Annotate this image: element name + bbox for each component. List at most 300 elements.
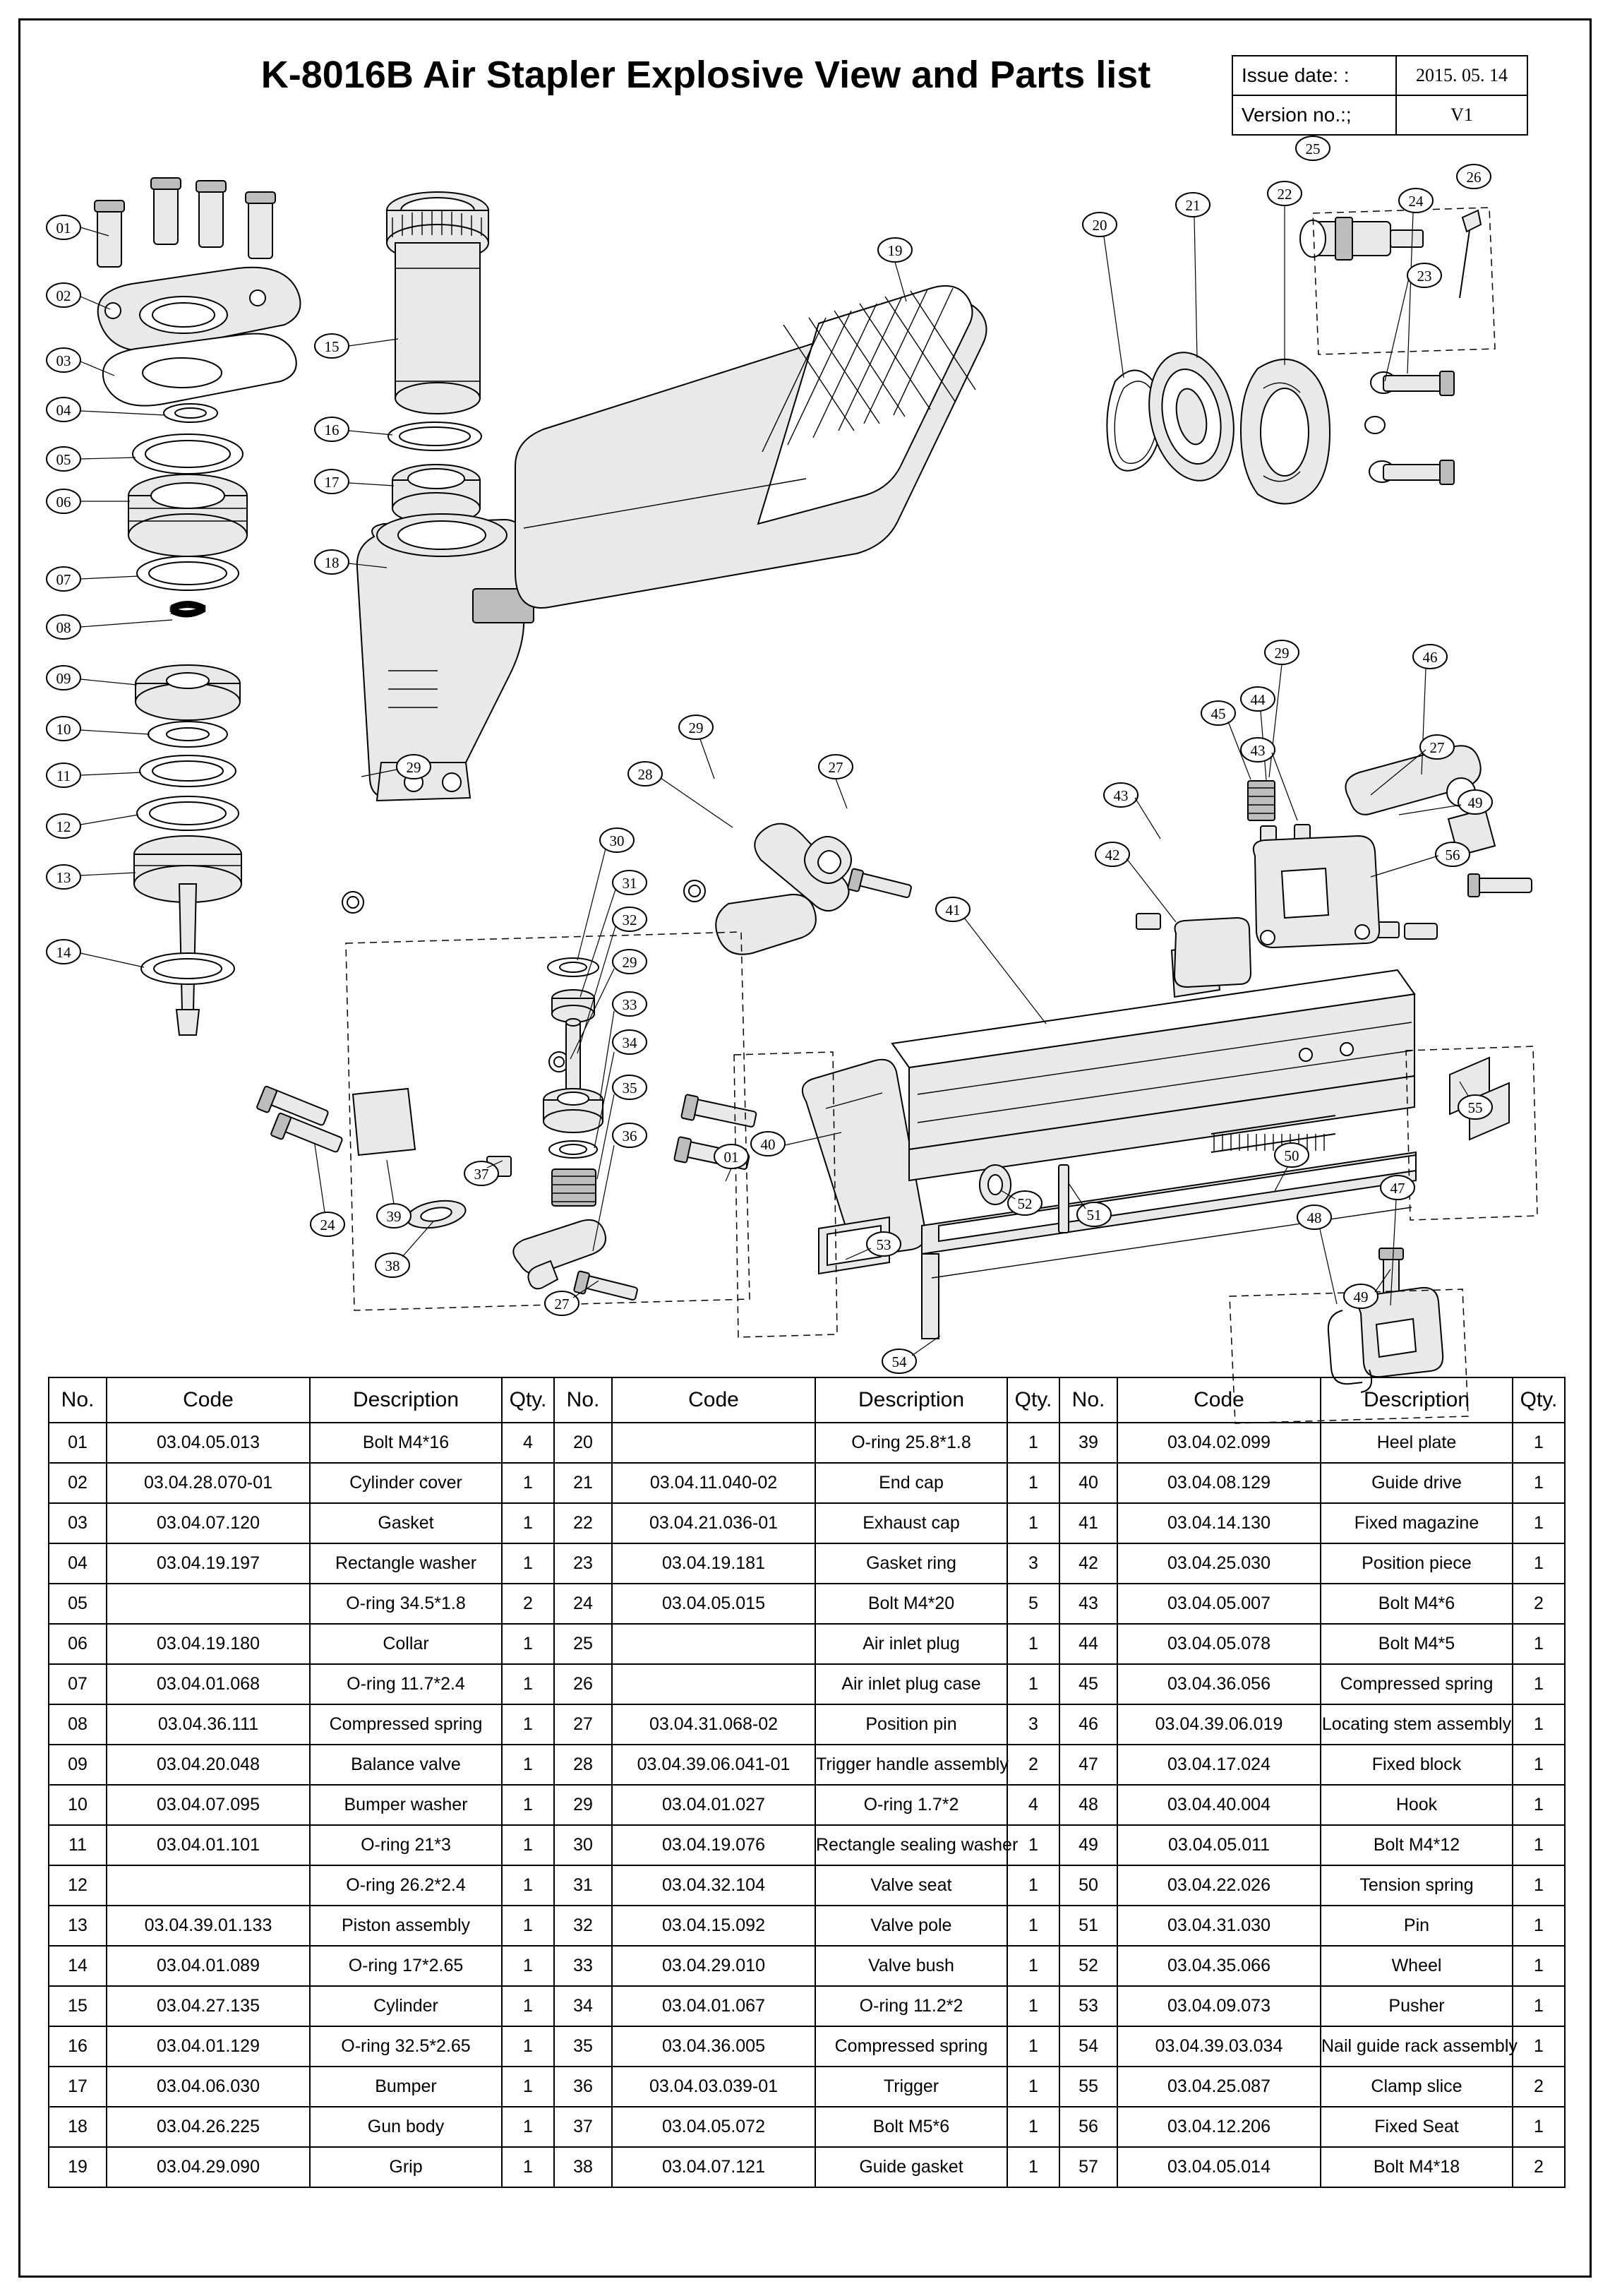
part-14-o-ring	[141, 953, 234, 984]
part-09-balance-valve	[136, 665, 240, 720]
cell-qty: 1	[502, 1865, 554, 1906]
cell-qty: 1	[1007, 2107, 1059, 2147]
part-07-o-ring	[137, 556, 239, 590]
cell-no: 51	[1059, 1906, 1117, 1946]
cell-code: 03.04.25.030	[1117, 1543, 1321, 1584]
cell-code	[612, 1664, 815, 1704]
cell-no: 11	[49, 1825, 107, 1865]
svg-text:28: 28	[637, 766, 653, 783]
header-desc-2: Description	[815, 1377, 1007, 1423]
svg-text:21: 21	[1185, 197, 1201, 214]
cell-desc: O-ring 25.8*1.8	[815, 1423, 1007, 1463]
cell-desc: Tension spring	[1321, 1865, 1513, 1906]
table-row	[49, 1584, 1565, 1624]
cell-code: 03.04.09.073	[1117, 1986, 1321, 2026]
cell-code: 03.04.12.206	[1117, 2107, 1321, 2147]
part-27-position-pin	[848, 868, 912, 898]
cell-no: 35	[554, 2026, 612, 2067]
cell-code: 03.04.05.072	[612, 2107, 815, 2147]
part-19-grip	[515, 286, 987, 608]
table-row	[49, 2026, 1565, 2067]
issue-date-label: Issue date: :	[1233, 56, 1397, 95]
cell-desc: End cap	[815, 1463, 1007, 1503]
cell-qty: 1	[1513, 1664, 1565, 1704]
svg-text:24: 24	[320, 1216, 335, 1233]
version-label: Version no.:;	[1233, 96, 1397, 134]
parts-list-table	[48, 1377, 1566, 2188]
cell-desc: Grip	[310, 2147, 502, 2187]
issue-date-value: 2015. 05. 14	[1416, 65, 1508, 85]
cell-qty: 1	[1007, 1906, 1059, 1946]
table-row	[49, 1946, 1565, 1986]
part-42-bracket	[1175, 918, 1251, 987]
part-18-gun-body	[357, 514, 534, 801]
cell-qty: 1	[1513, 1745, 1565, 1785]
exploded-view-diagram	[21, 140, 1588, 1370]
cell-code: 03.04.39.06.041-01	[612, 1745, 815, 1785]
svg-text:24: 24	[1408, 193, 1424, 210]
cell-desc: Hook	[1321, 1785, 1513, 1825]
cell-qty: 1	[1007, 2147, 1059, 2187]
cell-code: 03.04.39.06.019	[1117, 1704, 1321, 1745]
cell-qty: 1	[1007, 1624, 1059, 1664]
cell-qty: 2	[1513, 2067, 1565, 2107]
cell-qty: 1	[1007, 1423, 1059, 1463]
cell-no: 23	[554, 1543, 612, 1584]
table-row	[49, 1503, 1565, 1543]
part-11-o-ring	[140, 755, 236, 787]
cell-desc: O-ring 17*2.65	[310, 1946, 502, 1986]
cell-qty: 1	[502, 1624, 554, 1664]
cell-code: 03.04.05.015	[612, 1584, 815, 1624]
header-no-2: No.	[554, 1377, 612, 1423]
cell-code: 03.04.36.056	[1117, 1664, 1321, 1704]
table-row	[49, 2147, 1565, 2187]
cell-code: 03.04.01.129	[107, 2026, 310, 2067]
part-12-o-ring	[137, 796, 239, 830]
part-13-piston-assembly	[134, 836, 241, 1035]
table-row	[49, 2067, 1565, 2107]
cell-code: 03.04.15.092	[612, 1906, 815, 1946]
part-35-compressed-spring	[552, 1169, 596, 1206]
svg-text:48: 48	[1306, 1209, 1322, 1226]
svg-text:36: 36	[622, 1128, 637, 1144]
cell-desc: Bumper washer	[310, 1785, 502, 1825]
svg-text:51: 51	[1086, 1207, 1102, 1224]
header-code-2: Code	[612, 1377, 815, 1423]
svg-text:03: 03	[56, 352, 71, 369]
cell-code: 03.04.31.030	[1117, 1906, 1321, 1946]
cell-desc: Compressed spring	[815, 2026, 1007, 2067]
cell-desc: Rectangle sealing washer	[815, 1825, 1007, 1865]
cell-desc: Guide gasket	[815, 2147, 1007, 2187]
cell-desc: Balance valve	[310, 1745, 502, 1785]
cell-desc: Guide drive	[1321, 1463, 1513, 1503]
cell-desc: O-ring 26.2*2.4	[310, 1865, 502, 1906]
cell-code: 03.04.21.036-01	[612, 1503, 815, 1543]
cell-desc: O-ring 1.7*2	[815, 1785, 1007, 1825]
svg-text:23: 23	[1417, 268, 1432, 285]
cell-desc: O-ring 32.5*2.65	[310, 2026, 502, 2067]
cell-code	[107, 1865, 310, 1906]
cell-qty: 4	[502, 1423, 554, 1463]
svg-text:15: 15	[324, 338, 340, 355]
svg-text:18: 18	[324, 554, 340, 571]
cell-code: 03.04.26.225	[107, 2107, 310, 2147]
cell-no: 09	[49, 1745, 107, 1785]
header-desc-1: Description	[310, 1377, 502, 1423]
cell-qty: 1	[1007, 1463, 1059, 1503]
cell-no: 20	[554, 1423, 612, 1463]
cell-no: 53	[1059, 1986, 1117, 2026]
cell-desc: Cylinder	[310, 1986, 502, 2026]
cell-qty: 5	[1007, 1584, 1059, 1624]
svg-text:52: 52	[1017, 1195, 1033, 1212]
cell-code: 03.04.01.067	[612, 1986, 815, 2026]
svg-text:39: 39	[386, 1208, 402, 1225]
cell-no: 21	[554, 1463, 612, 1503]
cell-qty: 1	[1007, 1503, 1059, 1543]
cell-desc: O-ring 11.7*2.4	[310, 1664, 502, 1704]
cell-qty: 1	[1513, 2026, 1565, 2067]
cell-code: 03.04.03.039-01	[612, 2067, 815, 2107]
svg-text:13: 13	[56, 869, 71, 886]
cell-code: 03.04.35.066	[1117, 1946, 1321, 1986]
cell-no: 45	[1059, 1664, 1117, 1704]
cell-code: 03.04.19.181	[612, 1543, 815, 1584]
cell-no: 34	[554, 1986, 612, 2026]
cell-no: 22	[554, 1503, 612, 1543]
cell-qty: 1	[502, 1745, 554, 1785]
cell-qty: 1	[502, 1543, 554, 1584]
cell-code: 03.04.01.027	[612, 1785, 815, 1825]
cell-desc: Piston assembly	[310, 1906, 502, 1946]
cell-qty: 1	[1007, 1946, 1059, 1986]
table-row	[49, 1986, 1565, 2026]
table-row	[49, 1906, 1565, 1946]
svg-text:04: 04	[56, 402, 71, 419]
part-32-valve-pole	[566, 1019, 580, 1090]
cell-no: 13	[49, 1906, 107, 1946]
cell-code: 03.04.05.011	[1117, 1825, 1321, 1865]
cell-code: 03.04.01.101	[107, 1825, 310, 1865]
part-56-fixed-seat	[1254, 836, 1379, 947]
cell-code: 03.04.06.030	[107, 2067, 310, 2107]
cell-no: 06	[49, 1624, 107, 1664]
cell-no: 49	[1059, 1825, 1117, 1865]
svg-text:02: 02	[56, 287, 71, 304]
cell-code: 03.04.29.010	[612, 1946, 815, 1986]
cell-desc: O-ring 21*3	[310, 1825, 502, 1865]
cell-desc: Trigger	[815, 2067, 1007, 2107]
cell-desc: Nail guide rack assembly	[1321, 2026, 1513, 2067]
cell-no: 57	[1059, 2147, 1117, 2187]
part-29-o-ring	[342, 880, 705, 1072]
svg-text:56: 56	[1445, 847, 1460, 863]
part-06-collar	[128, 474, 247, 556]
cell-code: 03.04.31.068-02	[612, 1704, 815, 1745]
part-39-heel-plate	[353, 1089, 415, 1155]
cell-desc: Position pin	[815, 1704, 1007, 1745]
cell-no: 31	[554, 1865, 612, 1906]
cell-qty: 1	[502, 1463, 554, 1503]
part-38-guide-gasket	[405, 1197, 468, 1232]
cell-no: 15	[49, 1986, 107, 2026]
cell-code: 03.04.39.01.133	[107, 1906, 310, 1946]
table-row	[49, 1423, 1565, 1463]
svg-text:42: 42	[1105, 847, 1120, 863]
cell-desc: Clamp slice	[1321, 2067, 1513, 2107]
cell-qty: 2	[1513, 2147, 1565, 2187]
svg-text:05: 05	[56, 451, 71, 468]
table-row	[49, 2107, 1565, 2147]
cell-qty: 1	[1513, 1785, 1565, 1825]
cell-no: 47	[1059, 1745, 1117, 1785]
svg-text:27: 27	[828, 759, 843, 776]
cell-no: 42	[1059, 1543, 1117, 1584]
cell-qty: 1	[502, 1986, 554, 2026]
cell-desc: Exhaust cap	[815, 1503, 1007, 1543]
cell-no: 25	[554, 1624, 612, 1664]
svg-text:10: 10	[56, 721, 71, 738]
cell-no: 38	[554, 2147, 612, 2187]
svg-text:30: 30	[609, 832, 625, 849]
cell-qty: 1	[502, 2147, 554, 2187]
cell-qty: 1	[502, 1664, 554, 1704]
part-34-o-ring	[549, 1141, 597, 1158]
cell-code: 03.04.14.130	[1117, 1503, 1321, 1543]
cell-no: 36	[554, 2067, 612, 2107]
table-row	[49, 1825, 1565, 1865]
cell-qty: 1	[502, 1825, 554, 1865]
header-qty-1: Qty.	[502, 1377, 554, 1423]
svg-text:32: 32	[622, 911, 637, 928]
cell-qty: 1	[1513, 1906, 1565, 1946]
cell-code	[612, 1423, 815, 1463]
svg-text:26: 26	[1466, 169, 1482, 186]
cell-no: 43	[1059, 1584, 1117, 1624]
cell-no: 26	[554, 1664, 612, 1704]
cell-no: 46	[1059, 1704, 1117, 1745]
cell-no: 27	[554, 1704, 612, 1745]
cell-no: 56	[1059, 2107, 1117, 2147]
svg-text:35: 35	[622, 1080, 637, 1096]
svg-text:14: 14	[56, 944, 71, 961]
cell-code: 03.04.22.026	[1117, 1865, 1321, 1906]
svg-text:29: 29	[688, 719, 704, 736]
svg-text:22: 22	[1277, 186, 1292, 203]
cell-qty: 1	[1007, 1825, 1059, 1865]
svg-text:40: 40	[760, 1136, 776, 1153]
svg-text:25: 25	[1305, 140, 1321, 157]
cell-qty: 1	[502, 1906, 554, 1946]
header-code-1: Code	[107, 1377, 310, 1423]
cell-no: 30	[554, 1825, 612, 1865]
cell-code: 03.04.19.180	[107, 1624, 310, 1664]
cell-no: 48	[1059, 1785, 1117, 1825]
part-45-compressed-spring	[1248, 781, 1275, 820]
part-33-valve-bush	[543, 1089, 603, 1132]
svg-text:29: 29	[1274, 645, 1290, 662]
cell-no: 19	[49, 2147, 107, 2187]
cell-desc: Fixed block	[1321, 1745, 1513, 1785]
version-row	[1233, 96, 1527, 134]
part-22-exhaust-cap	[1241, 359, 1330, 504]
cell-code: 03.04.20.048	[107, 1745, 310, 1785]
part-10-bumper-washer	[148, 722, 227, 747]
header-no-1: No.	[49, 1377, 107, 1423]
cell-code	[107, 1584, 310, 1624]
svg-text:55: 55	[1467, 1099, 1483, 1116]
part-36-trigger	[513, 1220, 637, 1301]
cell-qty: 1	[502, 1704, 554, 1745]
issue-date-row	[1233, 56, 1527, 96]
svg-text:53: 53	[876, 1236, 891, 1253]
cell-desc: Gun body	[310, 2107, 502, 2147]
cell-code: 03.04.07.120	[107, 1503, 310, 1543]
table-row	[49, 1745, 1565, 1785]
cell-qty: 1	[502, 2107, 554, 2147]
cell-no: 10	[49, 1785, 107, 1825]
cell-qty: 1	[1513, 1543, 1565, 1584]
cell-qty: 1	[502, 1946, 554, 1986]
cell-code: 03.04.08.129	[1117, 1463, 1321, 1503]
cell-desc: O-ring 34.5*1.8	[310, 1584, 502, 1624]
cell-desc: Air inlet plug case	[815, 1664, 1007, 1704]
cell-qty: 3	[1007, 1704, 1059, 1745]
cell-no: 03	[49, 1503, 107, 1543]
cell-desc: Valve pole	[815, 1906, 1007, 1946]
cell-no: 02	[49, 1463, 107, 1503]
svg-text:27: 27	[1429, 739, 1445, 756]
cell-qty: 2	[1007, 1745, 1059, 1785]
cell-qty: 1	[1007, 2026, 1059, 2067]
cell-no: 29	[554, 1785, 612, 1825]
cell-no: 18	[49, 2107, 107, 2147]
svg-text:54: 54	[891, 1353, 907, 1370]
cell-desc: Bolt M4*20	[815, 1584, 1007, 1624]
cell-no: 33	[554, 1946, 612, 1986]
cell-qty: 1	[1513, 1865, 1565, 1906]
svg-text:33: 33	[622, 996, 637, 1013]
svg-text:34: 34	[622, 1034, 637, 1051]
cell-desc: Gasket	[310, 1503, 502, 1543]
header-qty-2: Qty.	[1007, 1377, 1059, 1423]
cell-no: 07	[49, 1664, 107, 1704]
cell-qty: 1	[1007, 2067, 1059, 2107]
table-row	[49, 1463, 1565, 1503]
part-51-pin	[1059, 1165, 1069, 1233]
part-25-air-inlet-plug	[1300, 217, 1423, 260]
cell-qty: 1	[1007, 1865, 1059, 1906]
issue-info-box	[1232, 55, 1528, 136]
cell-qty: 1	[502, 2067, 554, 2107]
svg-text:38: 38	[385, 1257, 400, 1274]
cell-no: 52	[1059, 1946, 1117, 1986]
cell-desc: O-ring 11.2*2	[815, 1986, 1007, 2026]
part-04-rectangle-washer	[164, 404, 217, 422]
table-row	[49, 1704, 1565, 1745]
part-01-bolts	[95, 178, 275, 267]
table-row	[49, 1543, 1565, 1584]
cell-qty: 1	[1513, 1704, 1565, 1745]
table-row	[49, 1664, 1565, 1704]
svg-text:19: 19	[887, 242, 903, 259]
cell-no: 16	[49, 2026, 107, 2067]
cell-desc: Bolt M4*6	[1321, 1584, 1513, 1624]
cell-no: 50	[1059, 1865, 1117, 1906]
header-qty-3: Qty.	[1513, 1377, 1565, 1423]
cell-code: 03.04.11.040-02	[612, 1463, 815, 1503]
cell-qty: 1	[1513, 1624, 1565, 1664]
cell-no: 44	[1059, 1624, 1117, 1664]
parts-list-table-wrapper	[48, 1377, 1566, 2188]
cell-code: 03.04.02.099	[1117, 1423, 1321, 1463]
cell-desc: Gasket ring	[815, 1543, 1007, 1584]
svg-text:29: 29	[406, 759, 421, 776]
svg-text:06: 06	[56, 494, 71, 510]
table-row	[49, 1785, 1565, 1825]
cell-no: 28	[554, 1745, 612, 1785]
svg-text:08: 08	[56, 619, 71, 636]
cell-qty: 1	[1007, 1664, 1059, 1704]
part-26-air-inlet-plug-case	[1460, 210, 1481, 298]
cell-qty: 2	[502, 1584, 554, 1624]
cell-desc: Trigger handle assembly	[815, 1745, 1007, 1785]
cell-no: 24	[554, 1584, 612, 1624]
cell-no: 41	[1059, 1503, 1117, 1543]
part-41-fixed-magazine	[892, 970, 1414, 1180]
cell-qty: 1	[1513, 2107, 1565, 2147]
part-24-bolt	[1383, 371, 1454, 484]
cell-no: 40	[1059, 1463, 1117, 1503]
svg-text:47: 47	[1390, 1180, 1405, 1197]
table-row	[49, 1624, 1565, 1664]
cell-no: 12	[49, 1865, 107, 1906]
cell-desc: Bolt M4*12	[1321, 1825, 1513, 1865]
svg-text:37: 37	[474, 1166, 489, 1183]
cell-no: 17	[49, 2067, 107, 2107]
table-header-row	[49, 1377, 1565, 1423]
cell-desc: Bolt M4*18	[1321, 2147, 1513, 2187]
cell-code: 03.04.29.090	[107, 2147, 310, 2187]
cell-desc: Bolt M4*5	[1321, 1624, 1513, 1664]
cell-desc: Fixed Seat	[1321, 2107, 1513, 2147]
svg-text:12: 12	[56, 818, 71, 835]
svg-text:07: 07	[56, 571, 71, 588]
cell-qty: 1	[1513, 1423, 1565, 1463]
cell-no: 54	[1059, 2026, 1117, 2067]
svg-text:49: 49	[1353, 1288, 1369, 1305]
cell-desc: Bolt M5*6	[815, 2107, 1007, 2147]
part-08-compressed-spring	[171, 602, 205, 617]
cell-code: 03.04.01.089	[107, 1946, 310, 1986]
svg-text:43: 43	[1113, 787, 1129, 804]
cell-qty: 3	[1007, 1543, 1059, 1584]
cell-desc: Heel plate	[1321, 1423, 1513, 1463]
part-21-end-cap	[1138, 345, 1245, 489]
part-16-o-ring	[388, 422, 481, 450]
cell-qty: 1	[1007, 1986, 1059, 2026]
cell-desc: Rectangle washer	[310, 1543, 502, 1584]
part-05-o-ring	[133, 434, 243, 474]
svg-text:49: 49	[1467, 794, 1483, 811]
cell-qty: 1	[1513, 1986, 1565, 2026]
svg-text:46: 46	[1422, 649, 1438, 666]
cell-code: 03.04.40.004	[1117, 1785, 1321, 1825]
cell-qty: 2	[1513, 1584, 1565, 1624]
cell-desc: Wheel	[1321, 1946, 1513, 1986]
